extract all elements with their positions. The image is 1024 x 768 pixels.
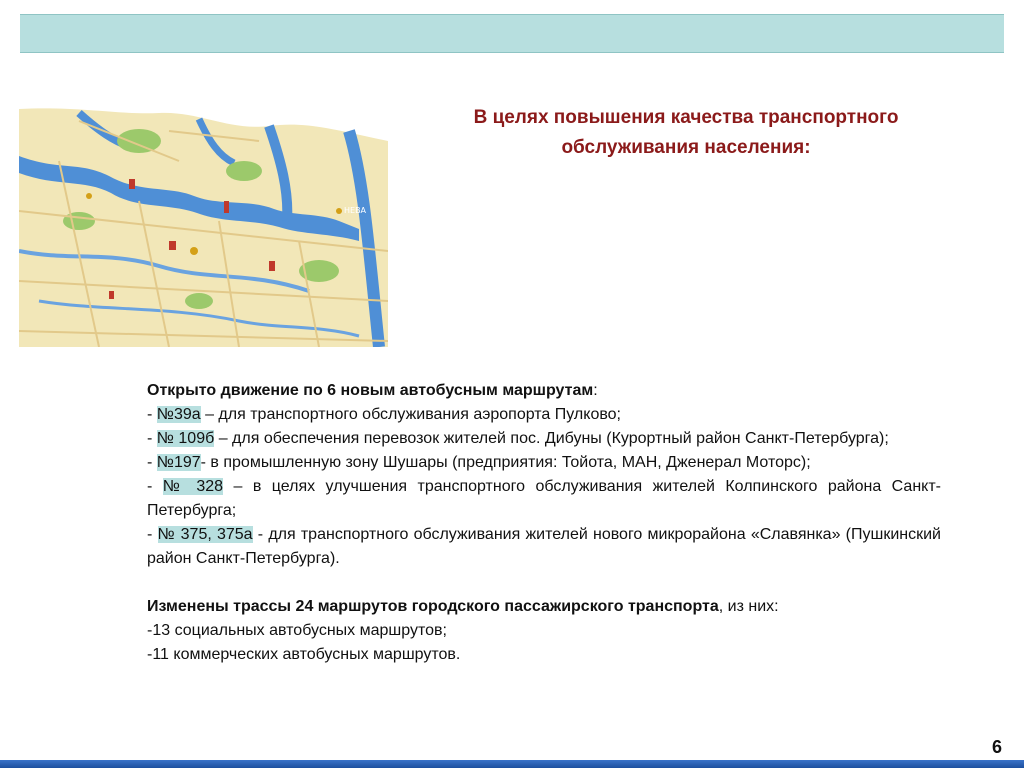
body-text bbox=[147, 379, 941, 667]
route-description: – в целях улучшения транспортного обслуживания жителей Колпинского района Санкт-Петербурга; bbox=[147, 478, 941, 519]
routes-heading bbox=[147, 379, 941, 403]
city-map-illustration-icon bbox=[19, 101, 388, 347]
slide-title bbox=[398, 103, 974, 163]
route-description: – для обеспечения перевозок жителей пос. Дибуны (Курортный район Санкт-Петербурга); bbox=[214, 430, 889, 447]
city-map-image bbox=[19, 101, 388, 347]
route-dash: - bbox=[147, 406, 157, 423]
route-dash: - bbox=[147, 526, 158, 543]
route-number: № 375, 375а bbox=[157, 526, 253, 543]
route-dash: - bbox=[147, 430, 157, 447]
map-river-label: НЕВА bbox=[344, 206, 367, 215]
changes-heading-bold: Изменены трассы 24 маршрутов городского пассажирского транспорта bbox=[147, 598, 719, 615]
changes-heading bbox=[147, 595, 941, 619]
route-description: - для транспортного обслуживания жителей нового микрорайона «Славянка» (Пушкинский район Санкт-Петербурга). bbox=[147, 526, 941, 567]
changes-line: -13 социальных автобусных маршрутов; bbox=[147, 622, 447, 639]
route-item bbox=[147, 427, 941, 451]
route-item bbox=[147, 403, 941, 427]
title-line-2: обслуживания населения: bbox=[561, 137, 811, 158]
route-number: № 109б bbox=[156, 430, 215, 447]
changes-heading-tail: , из них: bbox=[718, 598, 779, 615]
route-description: - в промышленную зону Шушары (предприятия: Тойота, МАН, Дженерал Моторс); bbox=[200, 454, 811, 471]
route-description: – для транспортного обслуживания аэропорта Пулково; bbox=[200, 406, 621, 423]
route-number: №197 bbox=[156, 454, 201, 471]
route-number: №39а bbox=[156, 406, 201, 423]
route-item bbox=[147, 523, 941, 571]
route-dash: - bbox=[147, 454, 157, 471]
routes-heading-bold: Открыто движение по 6 новым автобусным маршрутам bbox=[147, 382, 594, 399]
page-number: 6 bbox=[991, 737, 1002, 757]
changes-line: -11 коммерческих автобусных маршрутов. bbox=[147, 646, 461, 663]
route-item bbox=[147, 451, 941, 475]
header-bar bbox=[20, 14, 1004, 53]
route-item bbox=[147, 475, 941, 523]
title-line-1: В целях повышения качества транспортного bbox=[473, 107, 899, 128]
footer-line bbox=[0, 760, 1024, 768]
section-gap bbox=[147, 571, 941, 595]
route-dash: - bbox=[147, 478, 163, 495]
routes-heading-colon: : bbox=[593, 382, 598, 399]
route-number: № 328 bbox=[162, 478, 224, 495]
